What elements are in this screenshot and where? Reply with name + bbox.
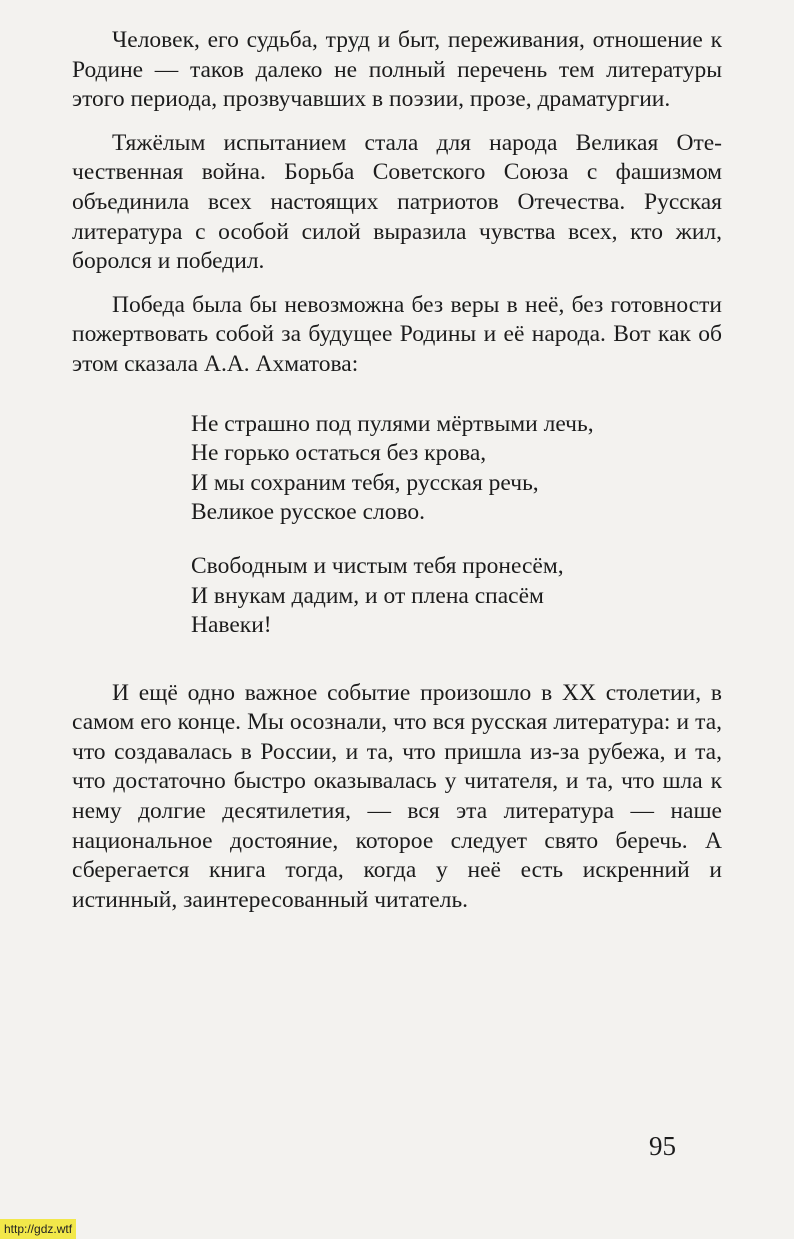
poem-line: Не страшно под пулями мёртвыми лечь, [191, 410, 594, 437]
poem-line: И внукам дадим, и от плена спасём [191, 582, 544, 609]
poem-line: Свободным и чистым тебя пронесём, [191, 552, 564, 579]
poem-line: Навеки! [191, 612, 272, 639]
paragraph-1: Человек, его судьба, труд и быт, переживания, отношение к Родине — таков далеко не полный перечень тем литературы этого периода, прозвучавших в поэзии, прозе, драматургии. [72, 27, 722, 113]
poem [191, 410, 722, 641]
paragraph-3: Победа была бы невозможна без веры в неё, без готовности пожертвовать собой за будущее Родины и её народа. Вот как об этом сказала А.А. Ахматова: [72, 291, 722, 377]
poem-stanza-1 [191, 410, 722, 528]
page-number: 95 [649, 1131, 676, 1161]
paragraph-4: И ещё одно важное событие произошло в XX столетии, в самом его конце. Мы осознали, что вся русская литература: и та, что создавалась в России, и та, что пришла из-за рубежа, и та, что достаточно быстро оказывалась у читателя, и та, что шла к нему долгие десятилетия, — вся эта литература — наше национальное достояние, которое следует свято беречь. А сберегается книга тогда, когда у неё есть искренний и истинный, заинтересованный читатель. [72, 679, 722, 913]
page-body [72, 26, 722, 929]
poem-line: И мы сохраним тебя, русская речь, [191, 469, 539, 496]
poem-stanza-2 [191, 552, 722, 641]
watermark-link[interactable]: http://gdz.wtf [0, 1219, 76, 1239]
paragraph-2: Тяжёлым испытанием стала для народа Великая Отечественная война. Борьба Советского Союза с фашизмом объединила всех настоящих патриотов Отечества. Русская литература с особой силой выразила чувства всех, кто жил, боролся и победил. [72, 129, 722, 275]
poem-line: Великое русское слово. [191, 499, 426, 526]
poem-line: Не горько остаться без крова, [191, 440, 487, 467]
